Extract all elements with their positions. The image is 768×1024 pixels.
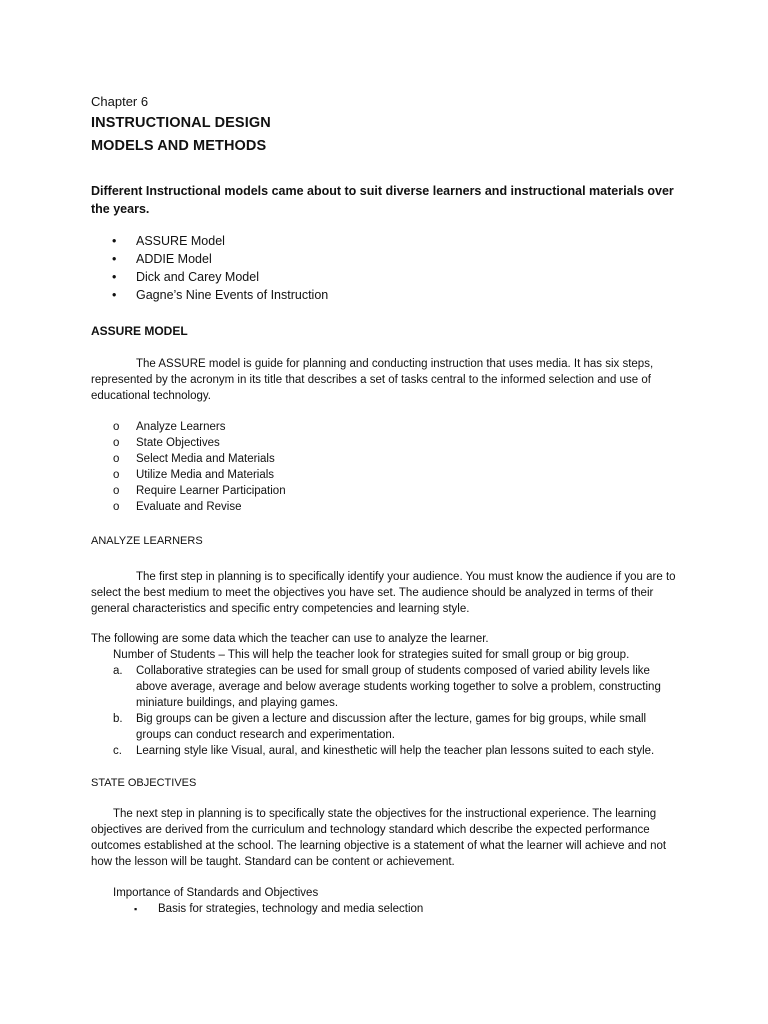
chapter-title-line-1: INSTRUCTIONAL DESIGN xyxy=(91,115,271,131)
list-item: • Gagne’s Nine Events of Instruction xyxy=(112,288,329,302)
list-marker: a. xyxy=(113,665,123,677)
list-item: c. Learning style like Visual, aural, and kinesthetic will help the teacher plan lessons suited to each style. xyxy=(113,745,655,757)
list-item: b. Big groups can be given a lecture and discussion after the lecture, games for big groups, while small groups can conduct research and experimentation. xyxy=(113,713,647,741)
number-of-students: Number of Students – This will help the teacher look for strategies suited for small group or big group. xyxy=(113,649,630,661)
list-item: o Select Media and Materials xyxy=(113,453,275,465)
list-marker: b. xyxy=(113,713,123,725)
circle-bullet-icon: o xyxy=(113,469,120,481)
circle-bullet-icon: o xyxy=(113,437,120,449)
bullet-icon: • xyxy=(112,234,117,248)
list-item: o Require Learner Participation xyxy=(113,485,286,497)
models-list xyxy=(112,232,512,304)
circle-bullet-icon: o xyxy=(113,501,120,513)
list-marker: c. xyxy=(113,745,122,757)
bullet-icon: • xyxy=(112,252,117,266)
list-item: ▪ Basis for strategies, technology and media selection xyxy=(134,903,424,915)
analyze-learners-heading: ANALYZE LEARNERS xyxy=(91,535,203,547)
square-bullet-icon: ▪ xyxy=(134,904,138,914)
analyze-paragraph: The first step in planning is to specifically identify your audience. You must know the audience if you are to select the best medium to meet the objectives you have set. The audience should be analyzed in terms of their general characteristics and specific entry competencies and learning style. xyxy=(91,571,676,615)
analyze-items-list xyxy=(113,663,683,759)
intro-paragraph: Different Instructional models came about to suit diverse learners and instructional materials over the years. xyxy=(91,184,674,216)
bullet-icon: • xyxy=(112,288,117,302)
assure-paragraph: The ASSURE model is guide for planning and conducting instruction that uses media. It has six steps, represented by the acronym in its title that describes a set of tasks central to the informed selection and use of educational technology. xyxy=(91,358,654,402)
list-item: a. Collaborative strategies can be used for small group of students composed of varied ability levels like above average, average and below average students working together to solve a problem, constructing miniature buildings, and playing games. xyxy=(113,665,661,709)
bullet-icon: • xyxy=(112,270,117,284)
list-item: o State Objectives xyxy=(113,437,220,449)
circle-bullet-icon: o xyxy=(113,485,120,497)
importance-list xyxy=(134,901,423,917)
circle-bullet-icon: o xyxy=(113,453,120,465)
chapter-label: Chapter 6 xyxy=(91,94,149,109)
list-item: • ASSURE Model xyxy=(112,234,225,248)
list-item: • Dick and Carey Model xyxy=(112,270,259,284)
state-objectives-heading: STATE OBJECTIVES xyxy=(91,777,197,789)
list-item: • ADDIE Model xyxy=(112,252,212,266)
state-objectives-paragraph: The next step in planning is to specifically state the objectives for the instructional experience. The learning objectives are derived from the curriculum and technology standard which describe the expected performance outcomes established at the school. The learning objective is a statement of what the learner will achieve and not how the lesson will be taught. Standard can be content or achievement. xyxy=(91,808,667,868)
assure-steps-list xyxy=(113,419,286,515)
importance-heading: Importance of Standards and Objectives xyxy=(113,887,319,899)
analyze-data-intro: The following are some data which the teacher can use to analyze the learner. xyxy=(91,633,489,645)
list-item: o Utilize Media and Materials xyxy=(113,469,275,481)
chapter-title-line-2: MODELS AND METHODS xyxy=(91,138,267,154)
list-item: o Evaluate and Revise xyxy=(113,501,242,513)
list-item: o Analyze Learners xyxy=(113,421,226,433)
circle-bullet-icon: o xyxy=(113,421,120,433)
assure-heading: ASSURE MODEL xyxy=(91,324,188,338)
